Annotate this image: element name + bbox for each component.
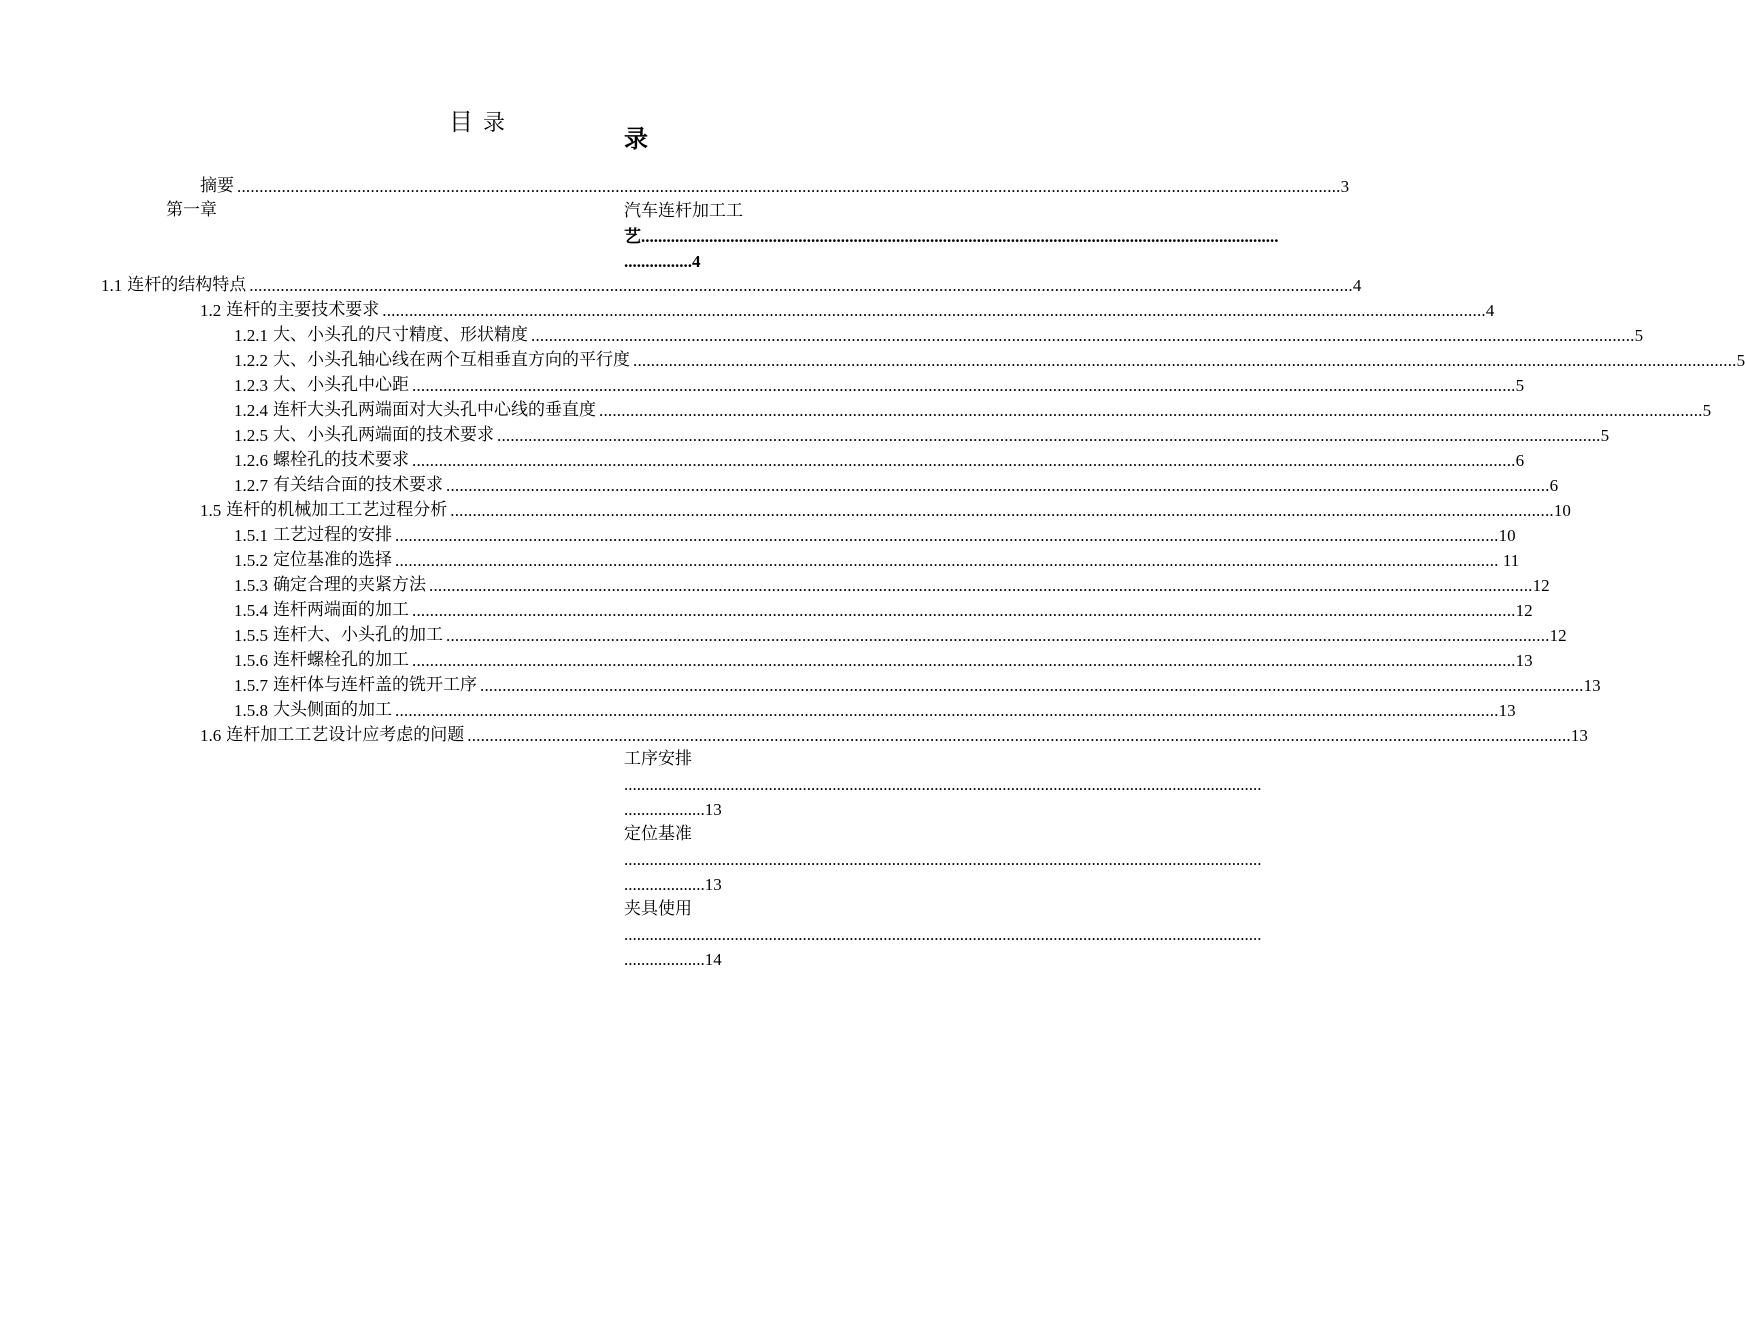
toc-entry-page: 10 xyxy=(1553,501,1571,520)
chapter-title-line1[interactable]: 汽车连杆加工工 xyxy=(624,201,743,221)
toc-leader xyxy=(382,298,1486,323)
toc-entry-text: 连杆加工工艺设计应考虑的问题 xyxy=(226,725,465,745)
toc-entry-1-5[interactable] xyxy=(200,498,1571,523)
toc-entry-text: 有关结合面的技术要求 xyxy=(273,475,443,495)
toc-entry-number: 1.2.7 xyxy=(234,476,268,495)
toc-entry-number: 1.2.5 xyxy=(234,426,268,445)
toc-entry-text: 大、小头孔中心距 xyxy=(273,375,409,395)
toc-entry-number: 1.2.3 xyxy=(234,376,268,395)
toc-entry-1-2-4[interactable] xyxy=(234,398,1712,423)
side-entry-page: ...................13 xyxy=(624,875,722,894)
toc-leader xyxy=(480,673,1584,698)
toc-entry-1-2-5[interactable] xyxy=(234,423,1610,448)
toc-leader xyxy=(395,523,1499,548)
toc-entry-text: 连杆的结构特点 xyxy=(127,275,247,295)
toc-title xyxy=(449,106,515,140)
toc-entry-page: 5 xyxy=(1634,326,1644,345)
toc-entry-text: 大、小头孔轴心线在两个互相垂直方向的平行度 xyxy=(273,350,630,370)
toc-entry-number: 1.5 xyxy=(200,501,222,520)
toc-entry-number: 1.2 xyxy=(200,301,222,320)
side-entry-page: ...................14 xyxy=(624,950,722,969)
toc-entry-text: 工艺过程的安排 xyxy=(273,525,392,545)
toc-leader xyxy=(249,273,1353,298)
toc-entry-number: 1.2.1 xyxy=(234,326,268,345)
toc-leader xyxy=(237,174,1341,199)
toc-entry-number: 1.5.6 xyxy=(234,651,268,670)
side-entry-text[interactable]: 夹具使用 xyxy=(624,899,692,919)
side-entry-leader: ...................................................................................................................................................... xyxy=(624,925,1262,944)
toc-leader xyxy=(599,398,1703,423)
title-char-lu: 录 xyxy=(483,111,516,136)
toc-entry-page: 12 xyxy=(1515,601,1533,620)
toc-leader xyxy=(429,573,1533,598)
side-entry-text[interactable]: 定位基准 xyxy=(624,824,692,844)
toc-leader xyxy=(412,648,1516,673)
toc-entry-1-2-6[interactable] xyxy=(234,448,1525,473)
toc-leader xyxy=(395,548,1499,573)
toc-entry-number: 1.2.4 xyxy=(234,401,268,420)
toc-leader xyxy=(446,473,1550,498)
toc-entry-1-2-3[interactable] xyxy=(234,373,1525,398)
toc-entry-1-2-2[interactable] xyxy=(234,348,1745,373)
toc-entry-text: 确定合理的夹紧方法 xyxy=(273,575,426,595)
toc-entry-1-2-7[interactable] xyxy=(234,473,1559,498)
toc-entry-page: 6 xyxy=(1515,451,1525,470)
toc-entry-1-5-3[interactable] xyxy=(234,573,1550,598)
toc-entry-1-5-4[interactable] xyxy=(234,598,1533,623)
toc-entry-text: 连杆螺栓孔的加工 xyxy=(273,650,409,670)
chapter-title-tail: 艺 xyxy=(624,227,641,246)
toc-leader xyxy=(450,498,1554,523)
toc-entry-page: 12 xyxy=(1549,626,1567,645)
toc-entry-text: 螺栓孔的技术要求 xyxy=(273,450,409,470)
toc-entry-page: 4 xyxy=(1485,301,1495,320)
toc-entry-number: 1.5.4 xyxy=(234,601,268,620)
toc-entry-number: 1.2.2 xyxy=(234,351,268,370)
toc-entry-text: 大、小头孔的尺寸精度、形状精度 xyxy=(273,325,528,345)
toc-entry-text: 连杆的机械加工工艺过程分析 xyxy=(226,500,448,520)
toc-entry-page: 13 xyxy=(1570,726,1588,745)
toc-entry-number: 1.5.7 xyxy=(234,676,268,695)
toc-entry-text: 连杆大、小头孔的加工 xyxy=(273,625,443,645)
toc-entry-number: 1.5.2 xyxy=(234,551,268,570)
toc-entry-number: 1.5.3 xyxy=(234,576,268,595)
toc-entry-number: 1.5.8 xyxy=(234,701,268,720)
chapter-page: ................4 xyxy=(624,252,701,271)
toc-entry-number: 1.5.1 xyxy=(234,526,268,545)
toc-entry-text: 大、小头孔两端面的技术要求 xyxy=(273,425,494,445)
title-char-mu: 目 xyxy=(449,108,483,136)
chapter-leader: ...................................................................................................................................................... xyxy=(641,227,1279,246)
toc-entry-1-2[interactable] xyxy=(200,298,1495,323)
toc-entry-text: 连杆体与连杆盖的铣开工序 xyxy=(273,675,477,695)
toc-leader xyxy=(395,698,1499,723)
toc-leader xyxy=(531,323,1635,348)
toc-leader xyxy=(467,723,1571,748)
toc-entry-page: 5 xyxy=(1702,401,1712,420)
chapter-label[interactable]: 第一章 xyxy=(166,200,217,220)
side-entry-leader: ...................................................................................................................................................... xyxy=(624,850,1262,869)
side-entry-page: ...................13 xyxy=(624,800,722,819)
toc-leader xyxy=(446,623,1550,648)
toc-entry-1-5-2[interactable] xyxy=(234,548,1520,573)
toc-entry-page: 6 xyxy=(1549,476,1559,495)
toc-entry-page: 5 xyxy=(1600,426,1610,445)
toc-entry-page: 11 xyxy=(1498,551,1520,570)
toc-entry-page: 3 xyxy=(1340,177,1350,196)
toc-entry-number: 1.1 xyxy=(101,276,123,295)
toc-entry-number: 1.2.6 xyxy=(234,451,268,470)
toc-leader xyxy=(412,373,1516,398)
toc-entry-1-1[interactable] xyxy=(101,273,1362,298)
toc-entry-1-5-1[interactable] xyxy=(234,523,1516,548)
toc-entry-page: 13 xyxy=(1583,676,1601,695)
toc-leader xyxy=(412,598,1516,623)
toc-entry-1-5-8[interactable] xyxy=(234,698,1516,723)
toc-entry-text: 连杆两端面的加工 xyxy=(273,600,409,620)
toc-entry-abstract[interactable] xyxy=(200,174,1350,199)
toc-leader xyxy=(412,448,1516,473)
toc-leader xyxy=(633,348,1737,373)
chapter-title-line2[interactable] xyxy=(624,224,1279,249)
toc-title-floating: 录 xyxy=(624,125,648,153)
side-entry-text[interactable]: 工序安排 xyxy=(624,749,692,769)
toc-entry-page: 13 xyxy=(1498,701,1516,720)
toc-entry-1-5-5[interactable] xyxy=(234,623,1567,648)
toc-leader xyxy=(497,423,1601,448)
toc-entry-text: 连杆的主要技术要求 xyxy=(226,300,380,320)
toc-entry-1-5-6[interactable] xyxy=(234,648,1533,673)
toc-entry-page: 10 xyxy=(1498,526,1516,545)
toc-entry-number: 1.6 xyxy=(200,726,222,745)
toc-entry-text: 定位基准的选择 xyxy=(273,550,392,570)
toc-entry-number: 1.5.5 xyxy=(234,626,268,645)
toc-entry-text: 摘要 xyxy=(200,176,234,196)
toc-entry-text: 大头侧面的加工 xyxy=(273,700,392,720)
toc-entry-1-2-1[interactable] xyxy=(234,323,1644,348)
toc-entry-page: 12 xyxy=(1532,576,1550,595)
toc-entry-text: 连杆大头孔两端面对大头孔中心线的垂直度 xyxy=(273,400,596,420)
toc-entry-1-5-7[interactable] xyxy=(234,673,1601,698)
side-entry-leader: ...................................................................................................................................................... xyxy=(624,775,1262,794)
toc-entry-page: 4 xyxy=(1352,276,1362,295)
toc-entry-page: 13 xyxy=(1515,651,1533,670)
toc-entry-page: 5 xyxy=(1736,351,1745,370)
toc-entry-1-6[interactable] xyxy=(200,723,1588,748)
toc-entry-page: 5 xyxy=(1515,376,1525,395)
